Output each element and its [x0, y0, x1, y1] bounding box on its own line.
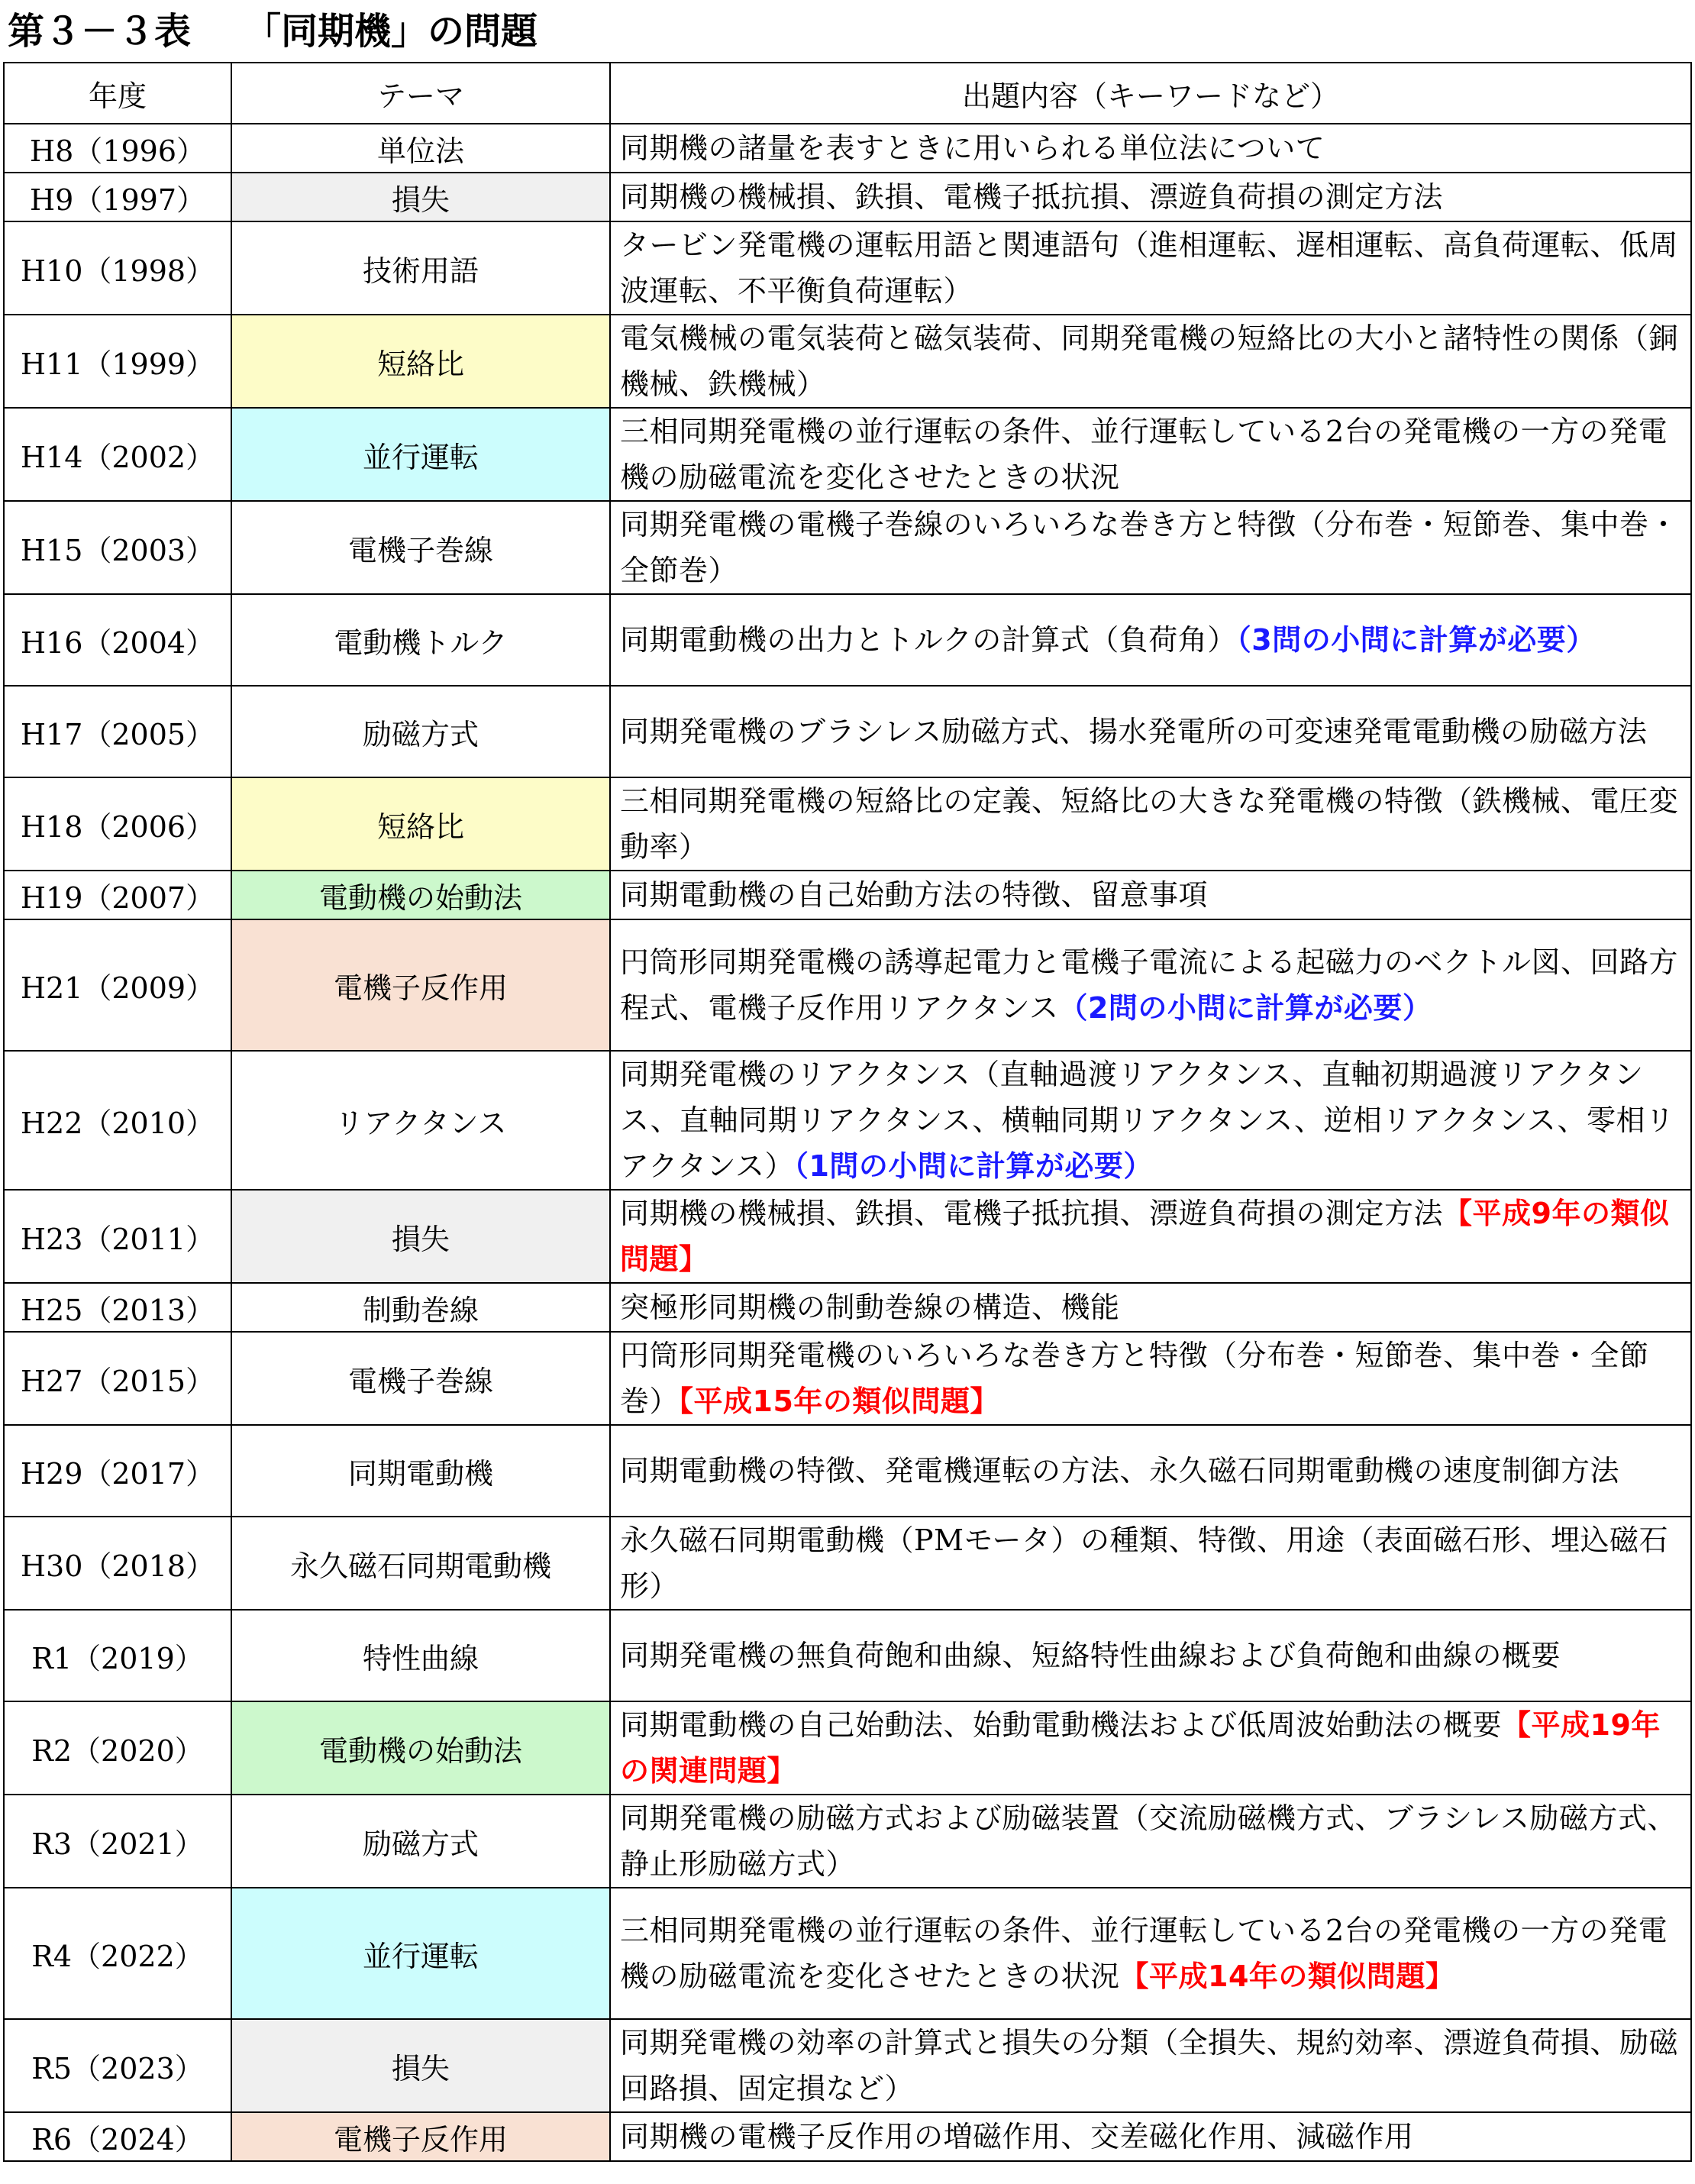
- content-text: 突極形同期機の制動巻線の構造、機能: [620, 1291, 1120, 1324]
- content-cell: [610, 2112, 1691, 2161]
- year-cell: H29（2017）: [4, 1425, 231, 1517]
- content-cell: [610, 1425, 1691, 1517]
- content-text: 同期機の電機子反作用の増磁作用、交差磁化作用、減磁作用: [620, 2120, 1414, 2153]
- theme-cell: 電機子巻線: [231, 501, 610, 594]
- year-cell: R5（2023）: [4, 2019, 231, 2112]
- similar-problem-note: 【平成19年の関連問題】: [620, 1708, 1661, 1788]
- year-cell: R6（2024）: [4, 2112, 231, 2161]
- content-text: 同期機の諸量を表すときに用いられる単位法について: [620, 131, 1325, 165]
- year-cell: R4（2022）: [4, 1888, 231, 2019]
- table-row: [4, 2019, 1691, 2112]
- content-cell: [610, 594, 1691, 686]
- table-row: [4, 408, 1691, 501]
- content-text: 永久磁石同期電動機（PMモータ）の種類、特徴、用途（表面磁石形、埋込磁石形）: [620, 1523, 1668, 1603]
- year-cell: H27（2015）: [4, 1332, 231, 1425]
- content-text: 同期電動機の出力とトルクの計算式（負荷角）: [620, 623, 1237, 657]
- content-cell: [610, 2019, 1691, 2112]
- year-cell: H8（1996）: [4, 124, 231, 173]
- content-cell: [610, 871, 1691, 919]
- theme-cell: 電機子反作用: [231, 919, 610, 1051]
- content-cell: [610, 1795, 1691, 1888]
- content-text: 三相同期発電機の並行運転の条件、並行運転している2台の発電機の一方の発電機の励磁電流を変化させたときの状況: [620, 1914, 1668, 1993]
- table-row: [4, 871, 1691, 919]
- table-row: [4, 1795, 1691, 1888]
- theme-cell: 電動機の始動法: [231, 871, 610, 919]
- content-text: 三相同期発電機の短絡比の定義、短絡比の大きな発電機の特徴（鉄機械、電圧変動率）: [620, 784, 1679, 864]
- content-cell: [610, 1051, 1691, 1190]
- table-row: [4, 1888, 1691, 2019]
- content-cell: [610, 1190, 1691, 1283]
- table-row: [4, 501, 1691, 594]
- table-body: [4, 124, 1691, 2161]
- theme-cell: 電機子巻線: [231, 1332, 610, 1425]
- year-cell: H18（2006）: [4, 777, 231, 871]
- header-row: [4, 63, 1691, 124]
- similar-problem-note: 【平成14年の類似問題】: [1119, 1959, 1455, 1993]
- calculation-note: （3問の小問に計算が必要）: [1236, 623, 1596, 657]
- theme-cell: 技術用語: [231, 221, 610, 315]
- page-title: [8, 5, 538, 58]
- theme-cell: 並行運転: [231, 1888, 610, 2019]
- theme-cell: リアクタンス: [231, 1051, 610, 1190]
- year-cell: H11（1999）: [4, 315, 231, 408]
- theme-cell: 電動機トルク: [231, 594, 610, 686]
- theme-cell: 並行運転: [231, 408, 610, 501]
- table-row: [4, 1190, 1691, 1283]
- table-row: [4, 1332, 1691, 1425]
- similar-problem-note: 【平成15年の類似問題】: [679, 1384, 999, 1418]
- content-cell: [610, 1701, 1691, 1795]
- table-row: [4, 919, 1691, 1051]
- content-cell: [610, 221, 1691, 315]
- content-text: タービン発電機の運転用語と関連語句（進相運転、遅相運転、高負荷運転、低周波運転、不平衡負荷運転）: [620, 228, 1679, 308]
- year-cell: H14（2002）: [4, 408, 231, 501]
- content-cell: [610, 919, 1691, 1051]
- theme-header: テーマ: [231, 63, 610, 124]
- content-text: 同期機の機械損、鉄損、電機子抵抗損、漂遊負荷損の測定方法: [620, 1197, 1444, 1230]
- table-number: 第３－３表: [8, 10, 192, 53]
- calculation-note: （1問の小問に計算が必要）: [793, 1149, 1153, 1183]
- content-text: 円筒形同期発電機のいろいろな巻き方と特徴（分布巻・短節巻、集中巻・全節巻）: [620, 1339, 1649, 1418]
- theme-cell: 損失: [231, 2019, 610, 2112]
- table-row: [4, 1610, 1691, 1701]
- theme-cell: 損失: [231, 173, 610, 221]
- year-cell: R3（2021）: [4, 1795, 231, 1888]
- table-row: [4, 1283, 1691, 1332]
- theme-cell: 同期電動機: [231, 1425, 610, 1517]
- year-cell: R2（2020）: [4, 1701, 231, 1795]
- table-row: [4, 1425, 1691, 1517]
- year-cell: R1（2019）: [4, 1610, 231, 1701]
- content-cell: [610, 315, 1691, 408]
- table-row: [4, 315, 1691, 408]
- year-cell: H17（2005）: [4, 686, 231, 777]
- exam-topic-table: [3, 62, 1692, 2162]
- content-cell: [610, 1610, 1691, 1701]
- content-text: 同期電動機の自己始動方法の特徴、留意事項: [620, 878, 1209, 912]
- year-cell: H30（2018）: [4, 1517, 231, 1610]
- content-cell: [610, 1332, 1691, 1425]
- table-caption: 「同期機」の問題: [244, 10, 538, 53]
- content-text: 同期発電機の無負荷飽和曲線、短絡特性曲線および負荷飽和曲線の概要: [620, 1639, 1561, 1672]
- table-row: [4, 594, 1691, 686]
- table-row: [4, 1051, 1691, 1190]
- content-text: 円筒形同期発電機の誘導起電力と電機子電流による起磁力のベクトル図、回路方程式、電機子反作用リアクタンス: [620, 945, 1679, 1025]
- year-cell: H10（1998）: [4, 221, 231, 315]
- content-text: 電気機械の電気装荷と磁気装荷、同期発電機の短絡比の大小と諸特性の関係（銅機械、鉄機械）: [620, 321, 1679, 401]
- year-cell: H25（2013）: [4, 1283, 231, 1332]
- theme-cell: 単位法: [231, 124, 610, 173]
- theme-cell: 損失: [231, 1190, 610, 1283]
- content-cell: [610, 686, 1691, 777]
- table-row: [4, 221, 1691, 315]
- table-row: [4, 1517, 1691, 1610]
- content-cell: [610, 408, 1691, 501]
- theme-cell: 短絡比: [231, 315, 610, 408]
- table-row: [4, 2112, 1691, 2161]
- theme-cell: 制動巻線: [231, 1283, 610, 1332]
- calculation-note: （2問の小問に計算が必要）: [1058, 991, 1432, 1025]
- content-cell: [610, 1283, 1691, 1332]
- year-cell: H15（2003）: [4, 501, 231, 594]
- content-cell: [610, 173, 1691, 221]
- similar-problem-note: 【平成9年の類似問題】: [620, 1197, 1670, 1276]
- theme-cell: 永久磁石同期電動機: [231, 1517, 610, 1610]
- theme-cell: 短絡比: [231, 777, 610, 871]
- content-cell: [610, 1888, 1691, 2019]
- content-header: 出題内容（キーワードなど）: [610, 63, 1691, 124]
- theme-cell: 励磁方式: [231, 686, 610, 777]
- year-cell: H22（2010）: [4, 1051, 231, 1190]
- table-row: [4, 1701, 1691, 1795]
- year-cell: H23（2011）: [4, 1190, 231, 1283]
- year-cell: H9（1997）: [4, 173, 231, 221]
- content-text: 三相同期発電機の並行運転の条件、並行運転している2台の発電機の一方の発電機の励磁電流を変化させたときの状況: [620, 415, 1668, 494]
- content-text: 同期発電機の電機子巻線のいろいろな巻き方と特徴（分布巻・短節巻、集中巻・全節巻）: [620, 508, 1679, 587]
- content-text: 同期機の機械損、鉄損、電機子抵抗損、漂遊負荷損の測定方法: [620, 180, 1444, 214]
- theme-cell: 電機子反作用: [231, 2112, 610, 2161]
- content-text: 同期発電機の効率の計算式と損失の分類（全損失、規約効率、漂遊負荷損、励磁回路損、固定損など）: [620, 2026, 1679, 2105]
- theme-cell: 特性曲線: [231, 1610, 610, 1701]
- content-text: 同期発電機の励磁方式および励磁装置（交流励磁機方式、ブラシレス励磁方式、静止形励磁方式）: [620, 1801, 1677, 1881]
- theme-cell: 励磁方式: [231, 1795, 610, 1888]
- year-cell: H19（2007）: [4, 871, 231, 919]
- table-row: [4, 777, 1691, 871]
- table-row: [4, 173, 1691, 221]
- content-text: 同期発電機のリアクタンス（直軸過渡リアクタンス、直軸初期過渡リアクタンス、直軸同期リアクタンス、横軸同期リアクタンス、逆相リアクタンス、零相リアクタンス）: [620, 1058, 1675, 1183]
- content-cell: [610, 501, 1691, 594]
- year-header: 年度: [4, 63, 231, 124]
- year-cell: H16（2004）: [4, 594, 231, 686]
- content-text: 同期電動機の特徴、発電機運転の方法、永久磁石同期電動機の速度制御方法: [620, 1454, 1620, 1488]
- year-cell: H21（2009）: [4, 919, 231, 1051]
- content-cell: [610, 124, 1691, 173]
- content-cell: [610, 777, 1691, 871]
- table-row: [4, 686, 1691, 777]
- theme-cell: 電動機の始動法: [231, 1701, 610, 1795]
- content-cell: [610, 1517, 1691, 1610]
- content-text: 同期発電機のブラシレス励磁方式、揚水発電所の可変速発電電動機の励磁方法: [620, 715, 1648, 748]
- table-row: [4, 124, 1691, 173]
- content-text: 同期電動機の自己始動法、始動電動機法および低周波始動法の概要: [620, 1708, 1503, 1742]
